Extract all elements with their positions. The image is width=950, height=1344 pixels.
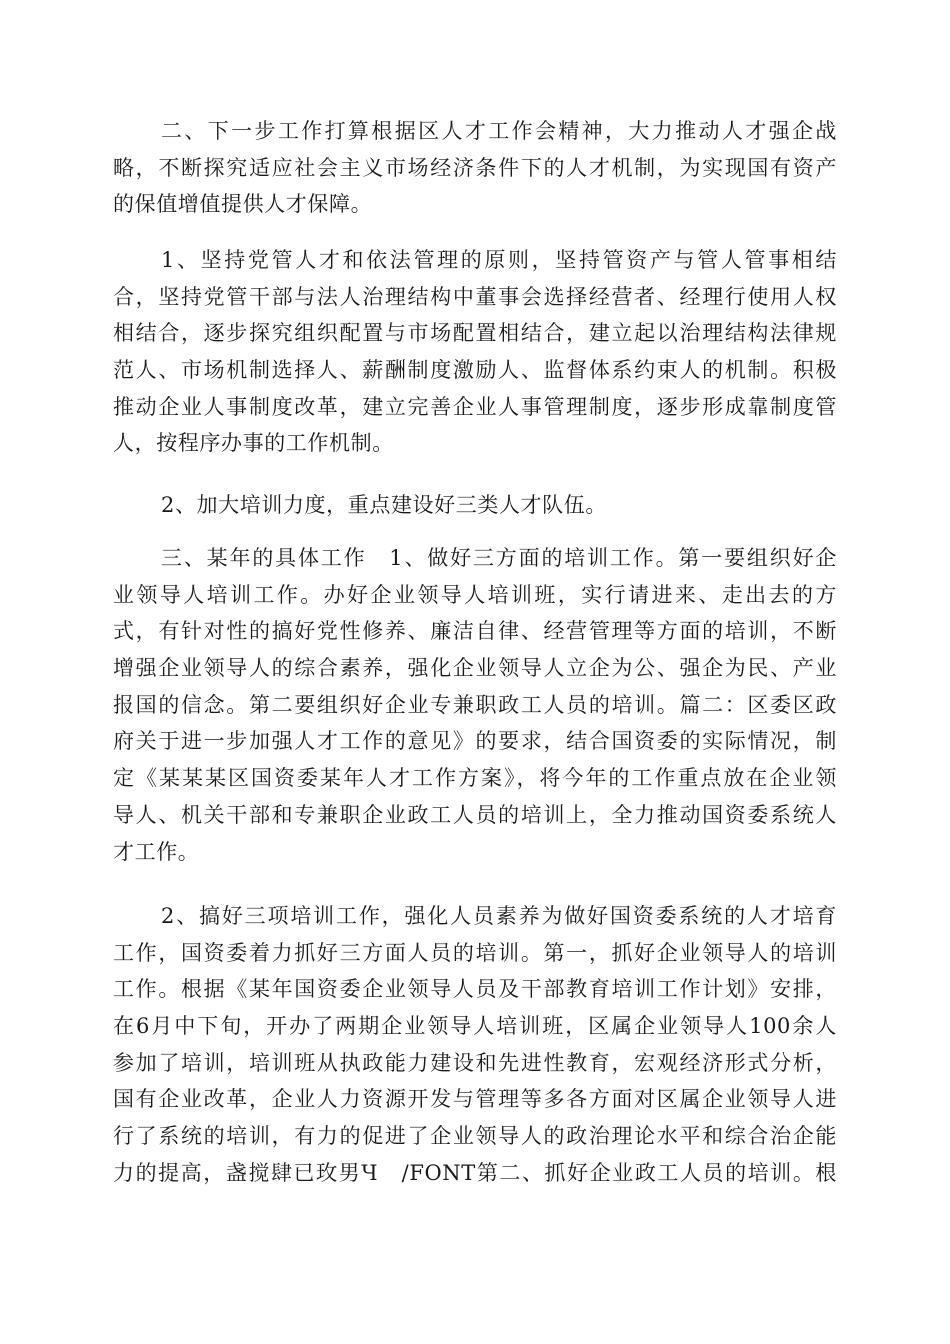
text-line: 合，坚持党管干部与法人治理结构中董事会选择经营者、经理行使用人权 [113, 284, 837, 309]
text-line: 二、下一步工作打算根据区人才工作会精神，大力推动人才强企战 [161, 119, 837, 143]
text-line: 2、加大培训力度，重点建设好三类人才队伍。 [161, 493, 607, 517]
text-line: 定《某某某区国资委某年人才工作方案》，将今年的工作重点放在企业领 [113, 766, 837, 791]
text-line: 业领导人培训工作。办好企业领导人培训班，实行请进来、走出去的方 [113, 582, 837, 607]
text-line: 推动企业人事制度改革，建立完善企业人事管理制度，逐步形成靠制度管 [113, 394, 837, 419]
text-line: 工作。根据《某年国资委企业领导人员及干部教育培训工作计划》安排， [113, 977, 837, 1002]
text-line: 力的提高，盏搅肆已玫男Ч /FONT第二、抓好企业政工人员的培训。根 [113, 1160, 837, 1185]
text-line: 人，按程序办事的工作机制。 [113, 431, 394, 456]
text-line: 在6月中下旬，开办了两期企业领导人培训班，区属企业领导人100余人 [113, 1014, 837, 1039]
text-line: 略，不断探究适应社会主义市场经济条件下的人才机制，为实现国有资产 [113, 155, 837, 180]
text-line: 参加了培训，培训班从执政能力建设和先进性教育，宏观经济形式分析， [113, 1050, 837, 1075]
text-line: 报国的信念。第二要组织好企业专兼职政工人员的培训。篇二：区委区政 [113, 692, 837, 717]
text-line: 才工作。 [113, 839, 200, 864]
text-line: 式，有针对性的搞好党性修养、廉洁自律、经营管理等方面的培训，不断 [113, 619, 837, 644]
text-line: 府关于进一步加强人才工作的意见》的要求，结合国资委的实际情况，制 [113, 729, 837, 754]
text-line: 工作，国资委着力抓好三方面人员的培训。第一，抓好企业领导人的培训 [113, 940, 837, 965]
text-line: 的保值增值提供人才保障。 [113, 192, 373, 217]
text-line: 范人、市场机制选择人、薪酬制度激励人、监督体系约束人的机制。积极 [113, 358, 837, 383]
paragraph-specific-work [113, 540, 837, 870]
text-line: 相结合，逐步探究组织配置与市场配置相结合，建立起以治理结构法律规 [113, 321, 837, 346]
paragraph-point-1 [113, 242, 837, 462]
paragraph-training-work [113, 898, 837, 1192]
text-line: 导人、机关干部和专兼职企业政工人员的培训上，全力推动国资委系统人 [113, 802, 837, 827]
paragraph-next-steps [113, 113, 837, 223]
text-line: 行了系统的培训，有力的促进了企业领导人的政治理论水平和综合治企能 [113, 1124, 837, 1149]
text-line: 国有企业改革，企业人力资源开发与管理等多各方面对区属企业领导人进 [113, 1087, 837, 1112]
text-line: 2、搞好三项培训工作，强化人员素养为做好国资委系统的人才培育 [161, 904, 837, 928]
text-line: 增强企业领导人的综合素养，强化企业领导人立企为公、强企为民、产业 [113, 656, 837, 681]
text-line: 1、坚持党管人才和依法管理的原则，坚持管资产与管人管事相结 [161, 248, 837, 272]
paragraph-point-2 [113, 487, 837, 524]
text-line: 三、某年的具体工作 1、做好三方面的培训工作。第一要组织好企 [161, 546, 837, 570]
